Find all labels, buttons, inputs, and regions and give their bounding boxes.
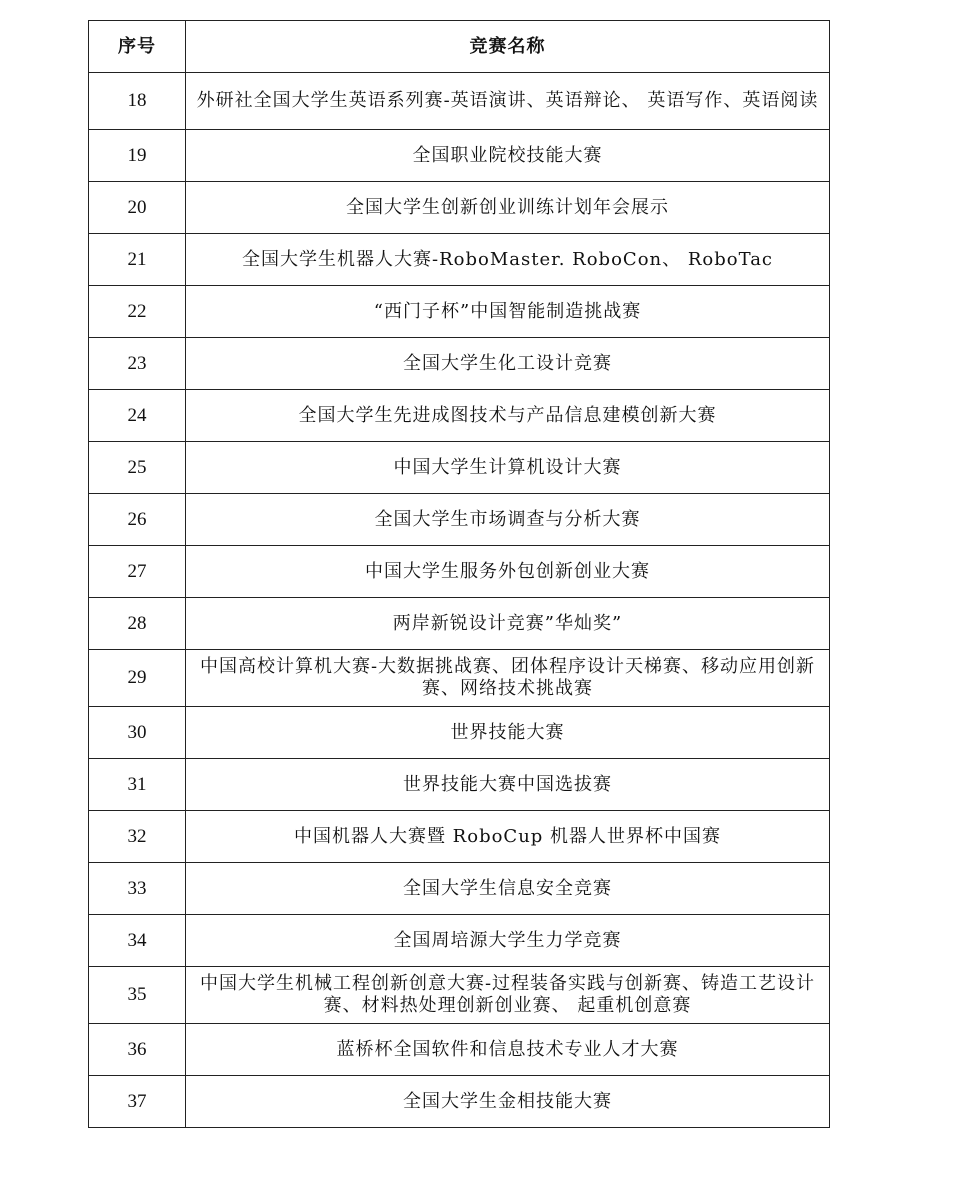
table-row — [89, 130, 830, 182]
table-row — [89, 286, 830, 338]
row-index-cell: 27 — [89, 546, 186, 598]
competition-name-cell: 全国大学生信息安全竞赛 — [186, 863, 830, 915]
competition-name-cell: 中国高校计算机大赛-大数据挑战赛、团体程序设计天梯赛、移动应用创新赛、网络技术挑战赛 — [186, 650, 830, 707]
table-row — [89, 442, 830, 494]
row-index-cell: 33 — [89, 863, 186, 915]
competition-name-cell: 世界技能大赛 — [186, 707, 830, 759]
table-row — [89, 759, 830, 811]
row-index-cell: 24 — [89, 390, 186, 442]
competition-name-cell: 中国大学生计算机设计大赛 — [186, 442, 830, 494]
competition-name-cell: “西门子杯”中国智能制造挑战赛 — [186, 286, 830, 338]
row-index-cell: 21 — [89, 234, 186, 286]
competition-name-cell: 全国周培源大学生力学竞赛 — [186, 915, 830, 967]
competition-table — [88, 20, 830, 1128]
competition-name-cell: 蓝桥杯全国软件和信息技术专业人才大赛 — [186, 1024, 830, 1076]
row-index-cell: 22 — [89, 286, 186, 338]
row-index-cell: 20 — [89, 182, 186, 234]
table-row — [89, 811, 830, 863]
competition-name-cell: 两岸新锐设计竞赛”华灿奖” — [186, 598, 830, 650]
row-index-cell: 30 — [89, 707, 186, 759]
competition-name-cell: 全国大学生创新创业训练计划年会展示 — [186, 182, 830, 234]
table-row — [89, 390, 830, 442]
table-row — [89, 915, 830, 967]
row-index-cell: 26 — [89, 494, 186, 546]
table-row — [89, 1024, 830, 1076]
row-index-cell: 31 — [89, 759, 186, 811]
header-index: 序号 — [89, 21, 186, 73]
table-body — [89, 73, 830, 1128]
table-header-row — [89, 21, 830, 73]
row-index-cell: 18 — [89, 73, 186, 130]
table-row — [89, 707, 830, 759]
competition-name-cell: 全国大学生市场调查与分析大赛 — [186, 494, 830, 546]
competition-name-cell: 全国大学生化工设计竞赛 — [186, 338, 830, 390]
row-index-cell: 25 — [89, 442, 186, 494]
row-index-cell: 29 — [89, 650, 186, 707]
row-index-cell: 35 — [89, 967, 186, 1024]
table-row — [89, 967, 830, 1024]
row-index-cell: 19 — [89, 130, 186, 182]
competition-name-cell: 全国职业院校技能大赛 — [186, 130, 830, 182]
competition-name-cell: 中国大学生机械工程创新创意大赛-过程装备实践与创新赛、铸造工艺设计赛、材料热处理创新创业赛、 起重机创意赛 — [186, 967, 830, 1024]
row-index-cell: 32 — [89, 811, 186, 863]
row-index-cell: 36 — [89, 1024, 186, 1076]
table-row — [89, 73, 830, 130]
competition-name-cell: 中国大学生服务外包创新创业大赛 — [186, 546, 830, 598]
table-row — [89, 863, 830, 915]
row-index-cell: 37 — [89, 1076, 186, 1128]
table-row — [89, 494, 830, 546]
table-row — [89, 1076, 830, 1128]
competition-name-cell: 全国大学生先进成图技术与产品信息建模创新大赛 — [186, 390, 830, 442]
table-row — [89, 598, 830, 650]
table-row — [89, 338, 830, 390]
row-index-cell: 28 — [89, 598, 186, 650]
table-row — [89, 182, 830, 234]
row-index-cell: 34 — [89, 915, 186, 967]
competition-name-cell: 全国大学生金相技能大赛 — [186, 1076, 830, 1128]
competition-name-cell: 全国大学生机器人大赛-RoboMaster. RoboCon、 RoboTac — [186, 234, 830, 286]
table-row — [89, 546, 830, 598]
competition-name-cell: 外研社全国大学生英语系列赛-英语演讲、英语辩论、 英语写作、英语阅读 — [186, 73, 830, 130]
table-row — [89, 650, 830, 707]
header-competition-name: 竞赛名称 — [186, 21, 830, 73]
competition-name-cell: 世界技能大赛中国选拔赛 — [186, 759, 830, 811]
table-row — [89, 234, 830, 286]
competition-name-cell: 中国机器人大赛暨 RoboCup 机器人世界杯中国赛 — [186, 811, 830, 863]
row-index-cell: 23 — [89, 338, 186, 390]
